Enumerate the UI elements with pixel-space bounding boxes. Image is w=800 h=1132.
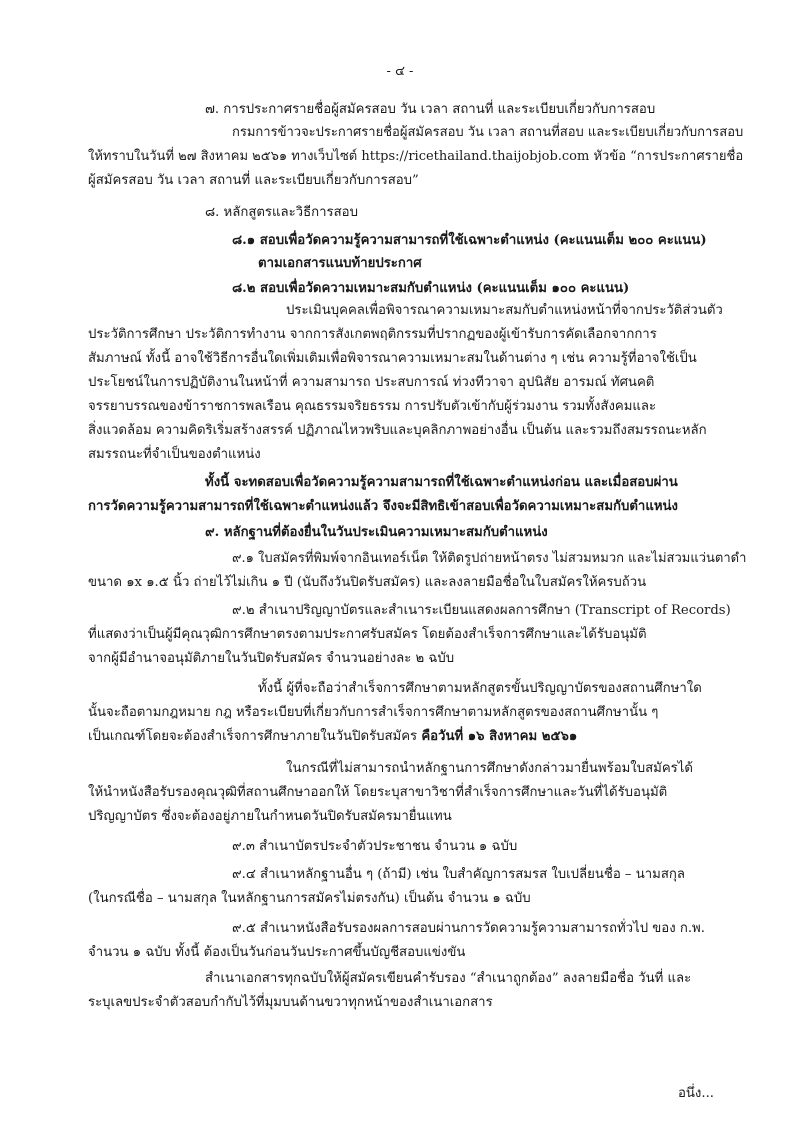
certify-instruction-line: ระบุเลขประจำตัวสอบกำกับไว้ที่มุมบนด้านขวาทุกหน้าของสำเนาเอกสาร [88,995,493,1010]
section-8-note: ทั้งนี้ จะทดสอบเพื่อวัดความรู้ความสามารถที่ใช้เฉพาะตำแหน่งก่อน และเมื่อสอบผ่าน [205,475,678,490]
section-9-item-2-alt: ในกรณีที่ไม่สามารถนำหลักฐานการศึกษาดังกล่าวมายื่นพร้อมใบสมัครได้ [286,761,693,776]
section-8-item-1: ๘.๑ สอบเพื่อวัดความรู้ความสามารถที่ใช้เฉพาะตำแหน่ง (คะแนนเต็ม ๒๐๐ คะแนน) [232,233,707,248]
section-8-note: การวัดความรู้ความสามารถที่ใช้เฉพาะตำแหน่งแล้ว จึงจะมีสิทธิเข้าสอบเพื่อวัดความเหมาะสมกับตำแหน่ง [88,499,678,514]
section-9-item-3: ๙.๓ สำเนาบัตรประจำตัวประชาชน จำนวน ๑ ฉบับ [232,839,518,854]
section-9-item-2: ๙.๒ สำเนาปริญญาบัตรและสำเนาระเบียนแสดงผลการศึกษา (Transcript of Records) [232,603,731,618]
section-9-item-2-alt-line: ปริญญาบัตร ซึ่งจะต้องอยู่ภายในกำหนดวันปิดรับสมัครมายื่นแทน [88,809,452,824]
section-7-line: กรมการข้าวจะประกาศรายชื่อผู้สมัครสอบ วัน เวลา สถานที่สอบ และระเบียบเกี่ยวกับการสอบ [232,125,744,140]
section-9-item-5: ๙.๕ สำเนาหนังสือรับรองผลการสอบผ่านการวัดความรู้ความสามารถทั่วไป ของ ก.พ. [232,921,705,936]
section-7-line: ให้ทราบในวันที่ ๒๗ สิงหาคม ๒๕๖๑ ทางเว็บไซต์ https://ricethailand.thaijobjob.com หัวข้อ “การประกาศรายชื่อ [88,149,744,164]
section-9-item-5-line: จำนวน ๑ ฉบับ ทั้งนี้ ต้องเป็นวันก่อนวันประกาศขึ้นบัญชีสอบแข่งขัน [88,945,466,960]
section-8-item-2-line: สัมภาษณ์ ทั้งนี้ อาจใช้วิธีการอื่นใดเพิ่มเติมเพื่อพิจารณาความเหมาะสมในด้านต่าง ๆ เช่น ความรู้ที่อาจใช้เป็น [88,351,697,366]
section-8-item-2-line: ประวัติการศึกษา ประวัติการทำงาน จากการสังเกตพฤติกรรมที่ปรากฏของผู้เข้ารับการคัดเลือกจากการ [88,327,657,342]
section-9-item-2-note: ทั้งนี้ ผู้ที่จะถือว่าสำเร็จการศึกษาตามหลักสูตรขั้นปริญญาบัตรของสถานศึกษาใด [258,681,702,696]
section-8-item-2-line: สมรรถนะที่จำเป็นของตำแหน่ง [88,447,261,462]
section-9-item-2-line: ที่แสดงว่าเป็นผู้มีคุณวุฒิการศึกษาตรงตามประกาศรับสมัคร โดยต้องสำเร็จการศึกษาและได้รับอนุมัติ [88,627,647,642]
section-7-heading: ๗. การประกาศรายชื่อผู้สมัครสอบ วัน เวลา สถานที่ และระเบียบเกี่ยวกับการสอบ [205,102,656,117]
section-9-item-2-note-last [88,728,577,746]
section-9-item-1-line: ขนาด ๑x ๑.๕ นิ้ว ถ่ายไว้ไม่เกิน ๑ ปี (นับถึงวันปิดรับสมัคร) และลงลายมือชื่อในใบสมัครให้ครบถ้วน [88,575,647,590]
deadline-date: คือวันที่ ๑๖ สิงหาคม ๒๕๖๑ [421,729,578,744]
section-8-item-2-line: ประโยชน์ในการปฏิบัติงานในหน้าที่ ความสามารถ ประสบการณ์ ท่วงทีวาจา อุปนิสัย อารมณ์ ทัศนคติ [88,375,655,390]
section-9-item-2-note: นั้นจะถือตามกฎหมาย กฎ หรือระเบียบที่เกี่ยวกับการสำเร็จการศึกษาตามหลักสูตรของสถานศึกษานั้น ๆ [88,705,659,720]
section-9-item-4: ๙.๔ สำเนาหลักฐานอื่น ๆ (ถ้ามี) เช่น ใบสำคัญการสมรส ใบเปลี่ยนชื่อ – นามสกุล [232,867,685,882]
section-8-item-2: ๘.๒ สอบเพื่อวัดความเหมาะสมกับตำแหน่ง (คะแนนเต็ม ๑๐๐ คะแนน) [232,281,630,296]
section-9-item-2-alt-line: ให้นำหนังสือรับรองคุณวุฒิที่สถานศึกษาออกให้ โดยระบุสาขาวิชาที่สำเร็จการศึกษาและวันที่ได้รับอนุมัติ [88,785,668,800]
section-8-item-2-line: จรรยาบรรณของข้าราชการพลเรือน คุณธรรมจริยธรรม การปรับตัวเข้ากับผู้ร่วมงาน รวมทั้งสังคมและ [88,399,657,414]
section-8-item-1-line: ตามเอกสารแนบท้ายประกาศ [258,256,422,271]
section-9-item-4-line: (ในกรณีชื่อ – นามสกุล ในหลักฐานการสมัครไม่ตรงกัน) เป็นต้น จำนวน ๑ ฉบับ [88,891,531,906]
section-8-item-2-line: สิ่งแวดล้อม ความคิดริเริ่มสร้างสรรค์ ปฏิภาณไหวพริบและบุคลิกภาพอย่างอื่น เป็นต้น และรวมถึงสมรรถนะหลัก [88,423,707,438]
section-8-heading: ๘. หลักสูตรและวิธีการสอบ [205,205,358,220]
section-9-heading: ๙. หลักฐานที่ต้องยื่นในวันประเมินความเหมาะสมกับตำแหน่ง [205,525,548,540]
continued-marker: อนึ่ง... [678,1086,714,1101]
section-9-item-1: ๙.๑ ใบสมัครที่พิมพ์จากอินเทอร์เน็ต ให้ติดรูปถ่ายหน้าตรง ไม่สวมหมวก และไม่สวมแว่นตาดำ [232,551,747,566]
section-7-line: ผู้สมัครสอบ วัน เวลา สถานที่ และระเบียบเกี่ยวกับการสอบ” [88,173,419,188]
section-8-item-2-line: ประเมินบุคคลเพื่อพิจารณาความเหมาะสมกับตำแหน่งหน้าที่จากประวัติส่วนตัว [286,303,723,318]
certify-instruction: สำเนาเอกสารทุกฉบับให้ผู้สมัครเขียนคำรับรอง “สำเนาถูกต้อง” ลงลายมือชื่อ วันที่ และ [205,971,692,986]
section-9-item-2-note-text: เป็นเกณฑ์โดยจะต้องสำเร็จการศึกษาภายในวันปิดรับสมัคร [88,729,422,744]
section-9-item-2-line: จากผู้มีอำนาจอนุมัติภายในวันปิดรับสมัคร จำนวนอย่างละ ๒ ฉบับ [88,651,455,666]
page-number: - ๔ - [386,64,414,79]
